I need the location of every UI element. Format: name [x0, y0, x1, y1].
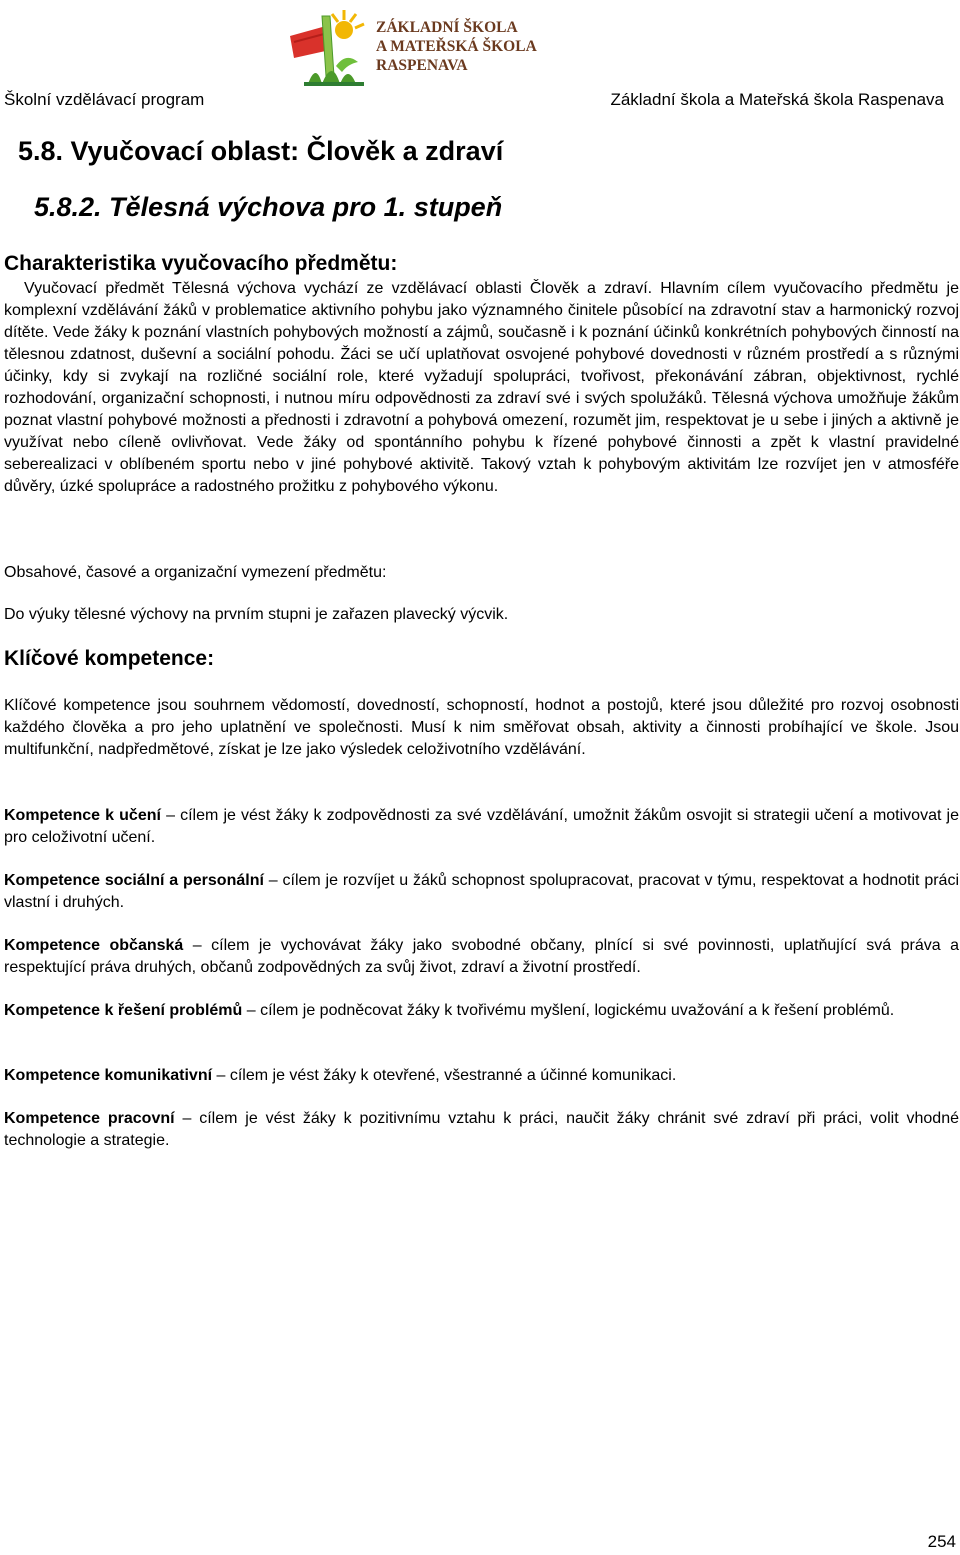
header-program-name: Školní vzdělávací program — [4, 90, 205, 109]
competence-item: Kompetence k řešení problémů – cílem je podněcovat žáky k tvořivému myšlení, logickému uvažování a k řešení problémů. — [4, 1002, 895, 1019]
school-emblem-icon — [286, 6, 378, 88]
competence-text: cílem je vést žáky k zodpovědnosti za své vzdělávání, umožnit žákům osvojit si strategii učení a motivovat je pro celoživotní učení. — [4, 807, 959, 846]
section-title: 5.8. Vyučovací oblast: Člověk a zdraví — [18, 136, 504, 166]
competence-term: Kompetence občanská — [4, 937, 184, 954]
header-school-name: Základní škola a Mateřská škola Raspenava — [610, 90, 944, 109]
competence-text: cílem je rozvíjet u žáků schopnost spolupracovat, pracovat v týmu, respektovat a hodnotit práci vlastní i druhých. — [4, 872, 960, 911]
characteristics-text: Vyučovací předmět Tělesná výchova vychází ze vzdělávací oblasti Člověk a zdraví. Hlavním cílem vyučovacího předmětu je komplexní vzdělávání žáků v problematice aktivního pohybu jako významného činitele působící na zdravotní stav a harmonický rozvoj dítěte. Vede žáky k poznání vlastních pohybových možností a zájmů, současně i k poznání účinků konkrétních pohybových činností na tělesnou zdatnost, duševní a sociální pohodu. Žáci se učí uplatňovat osvojené pohybové dovednosti v různém prostředí a s různými účinky, kdy si zvykají na rozličné sociální role, které vyžadují spolupráci, tvořivost, překonávání zábran, objektivnost, rychlé rozhodování, organizační schopnosti, i nutnou míru odpovědnosti za zdraví své i svých spolužáků. Tělesná výchova umožňuje žákům poznat vlastní pohybové možnosti a přednosti i zdravotní a pohybová omezení, rozumět jim, respektovat je u sebe i jiných a aktivně je využívat nebo cíleně ovlivňovat. Vede žáky od spontánního pohybu k řízené pohybové činnosti a zpět k vlastní pravidelné seberealizaci v oblíbeném sportu nebo v jiné pohybové aktivitě. Takový vztah k pohybovým aktivitám lze rozvíjet jen v atmosféře důvěry, úzké spolupráce a radostného prožitku z pohybového výkonu. — [4, 280, 959, 495]
logo-line-3: RASPENAVA — [376, 57, 468, 74]
logo-line-1: ZÁKLADNÍ ŠKOLA — [376, 19, 518, 36]
school-logo — [286, 6, 542, 88]
competence-item: Kompetence k učení – cílem je vést žáky k zodpovědnosti za své vzdělávání, umožnit žákům osvojit si strategii učení a motivovat je pro celoživotní učení. — [4, 807, 959, 846]
logo-line-2: A MATEŘSKÁ ŠKOLA — [376, 38, 537, 55]
scope-text: Do výuky tělesné výchovy na prvním stupni je zařazen plavecký výcvik. — [4, 606, 509, 623]
competence-text: cílem je vést žáky k pozitivnímu vztahu k práci, naučit žáky chránit své zdraví při práci, volit vhodné technologie a strategie. — [4, 1110, 959, 1149]
competences-intro: Klíčové kompetence jsou souhrnem vědomostí, dovedností, schopností, hodnot a postojů, které jsou důležité pro rozvoj osobnosti každého člověka a pro jeho uplatnění ve společnosti. Musí k nim směřovat obsah, aktivity a činnosti probíhající ve škole. Jsou multifunkční, nadpředmětové, získat je lze jako výsledek celoživotního vzdělávání. — [4, 697, 959, 758]
competence-item: Kompetence komunikativní – cílem je vést žáky k otevřené, všestranné a účinné komunikaci. — [4, 1067, 677, 1084]
scope-label: Obsahové, časové a organizační vymezení předmětu: — [4, 564, 387, 581]
subsection-title: 5.8.2. Tělesná výchova pro 1. stupeň — [34, 192, 503, 222]
competence-text: cílem je podněcovat žáky k tvořivému myšlení, logickému uvažování a k řešení problémů. — [260, 1002, 895, 1019]
competence-text: cílem je vést žáky k otevřené, všestranné a účinné komunikaci. — [229, 1067, 677, 1084]
competence-term: Kompetence k učení — [4, 807, 161, 824]
competence-term: Kompetence komunikativní — [4, 1067, 213, 1084]
competence-term: Kompetence pracovní — [4, 1110, 175, 1127]
competence-item: Kompetence sociální a personální – cílem je rozvíjet u žáků schopnost spolupracovat, pracovat v týmu, respektovat a hodnotit práci vlastní i druhých. — [4, 872, 960, 911]
competence-term: Kompetence k řešení problémů — [4, 1002, 243, 1019]
competence-item: Kompetence pracovní – cílem je vést žáky k pozitivnímu vztahu k práci, naučit žáky chránit své zdraví při práci, volit vhodné technologie a strategie. — [4, 1110, 959, 1149]
logo-text — [376, 18, 537, 75]
characteristics-heading: Charakteristika vyučovacího předmětu: — [4, 252, 398, 275]
competence-item: Kompetence občanská – cílem je vychovávat žáky jako svobodné občany, plnící si své povinnosti, uplatňující svá práva a respektující práva druhých, občanů zodpovědných za svůj život, zdraví a životní prostředí. — [4, 937, 959, 976]
competences-heading: Klíčové kompetence: — [4, 647, 215, 670]
competence-text: cílem je vychovávat žáky jako svobodné občany, plnící si své povinnosti, uplatňující svá práva a respektující práva druhých, občanů zodpovědných za svůj život, zdraví a životní prostředí. — [4, 937, 959, 976]
page-number: 254 — [927, 1532, 956, 1551]
competence-term: Kompetence sociální a personální — [4, 872, 264, 889]
